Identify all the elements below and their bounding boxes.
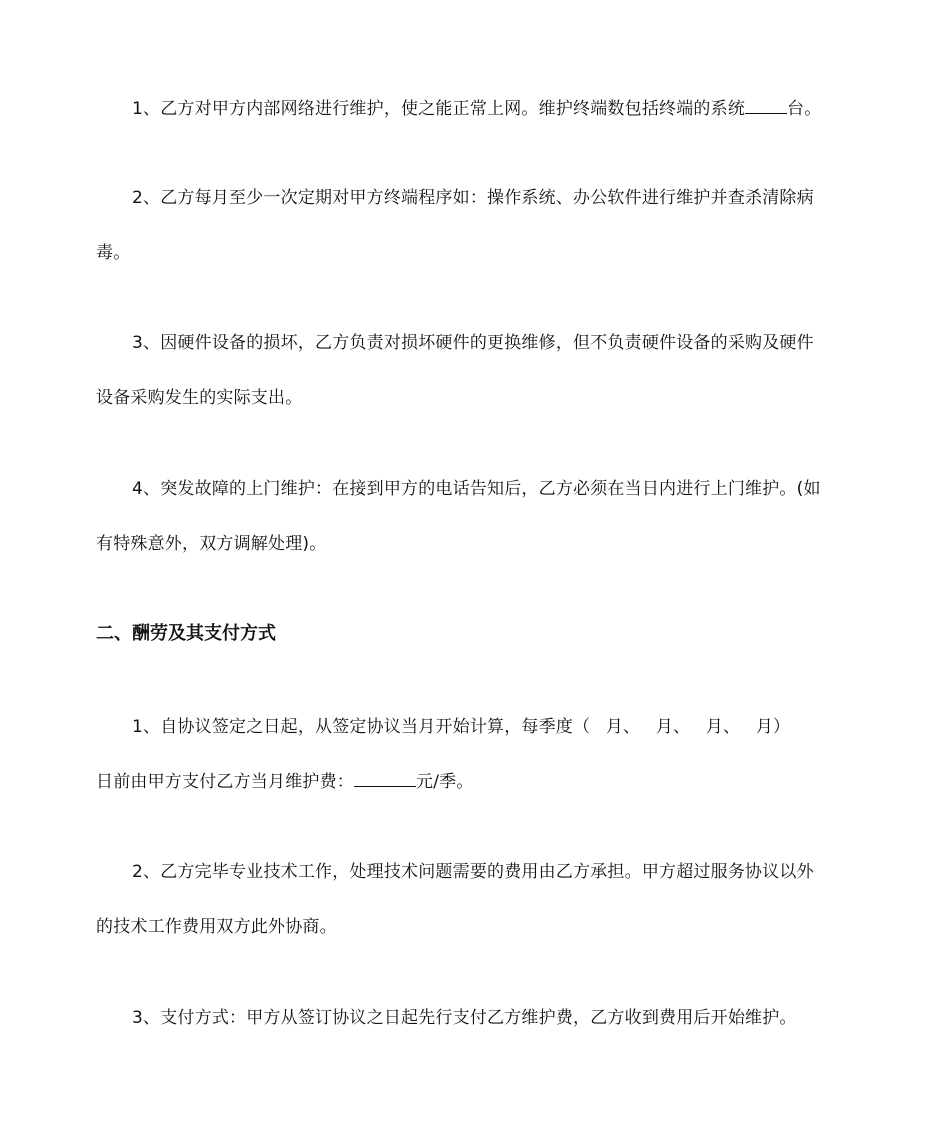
section-heading-remuneration: 二、酬劳及其支付方式: [96, 623, 276, 644]
blank-terminal-count: [745, 95, 787, 114]
clause-2-1: [96, 700, 856, 810]
clause-2-3-line-1: 3、支付方式：甲方从签订协议之日起先行支付乙方维护费，乙方收到费用后开始维护。: [132, 1008, 797, 1028]
clause-1-4: [96, 462, 856, 572]
clause-1-2-line-1: 2、乙方每月至少一次定期对甲方终端程序如：操作系统、办公软件进行维护并查杀清除病: [132, 188, 814, 208]
clause-1-2-line-2: 毒。: [96, 243, 131, 263]
clause-2-1-line-2: 日前由甲方支付乙方当月维护费：: [96, 772, 354, 792]
clause-2-1-unit: 元/季。: [416, 772, 474, 792]
clause-1-1: [96, 82, 856, 137]
clause-1-3-line-1: 3、因硬件设备的损坏，乙方负责对损坏硬件的更换维修，但不负责硬件设备的采购及硬件: [132, 333, 814, 353]
clause-1-1-text: 1、乙方对甲方内部网络进行维护，使之能正常上网。维护终端数包括终端的系统: [132, 99, 746, 119]
clause-2-1-line-1: 1、自协议签定之日起，从签定协议当月开始计算，每季度（ 月、 月、 月、 月）: [132, 717, 791, 737]
clause-1-3: [96, 316, 856, 426]
clause-1-4-line-2: 有特殊意外，双方调解处理)。: [96, 534, 327, 554]
clause-1-4-line-1: 4、突发故障的上门维护：在接到甲方的电话告知后，乙方必须在当日内进行上门维护。(如: [132, 479, 821, 499]
clause-2-2-line-1: 2、乙方完毕专业技术工作，处理技术问题需要的费用由乙方承担。甲方超过服务协议以外: [132, 862, 814, 882]
blank-fee-amount: [354, 768, 416, 787]
clause-2-2: [96, 845, 856, 955]
clause-1-2: [96, 171, 856, 281]
clause-1-1-unit: 台。: [787, 99, 822, 119]
clause-1-3-line-2: 设备采购发生的实际支出。: [96, 388, 303, 408]
clause-2-3: [96, 991, 856, 1046]
clause-2-2-line-2: 的技术工作费用双方此外协商。: [96, 917, 337, 937]
